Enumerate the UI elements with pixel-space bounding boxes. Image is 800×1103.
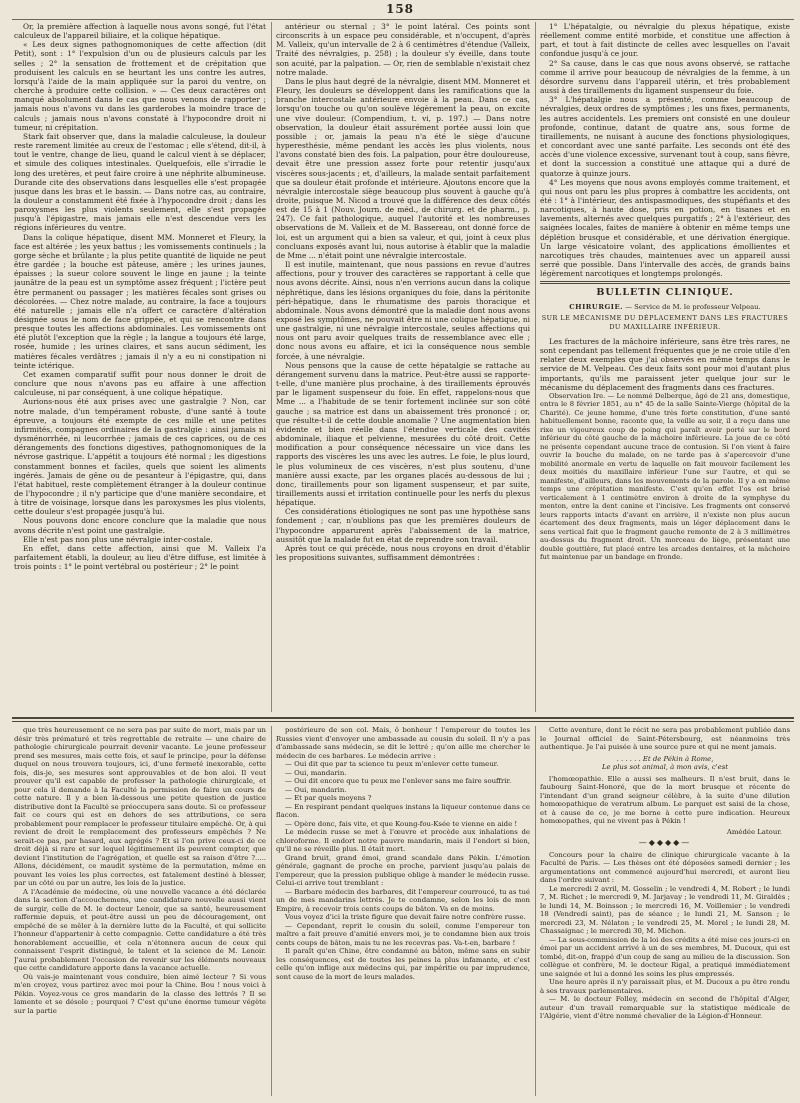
- paragraph: Il paraît qu'en Chine, être condamné au bâton, même sans en subir les conséquences, est de toutes les peines la plus infamante, et c'est celle qu'on inflige aux médecins qui, par impéritie ou par imprudence, sont cause de la mort de leurs malades.: [276, 947, 530, 981]
- dialogue-line: — Oui, mandarin.: [285, 768, 347, 777]
- paragraph: « Les deux signes pathognomoniques de cette affection (dit Petit), sont : 1° l'expulsion d'un ou de plusieurs calculs par les selles ; 2° la sensation de frottement et de crépitation que produisent les calculs en se heurtant les uns contre les autres, lorsqu'à l'aide de la main appliquée sur la paroi du ventre, on cherche à produire cette collision. » — Ces deux caractères ont manqué absolument dans le cas que nous venons de rapporter ; jamais nous n'avons vu dans les garderobes la moindre trace de calculs ; jamais nous n'avons constaté à l'hypocondre droit ni tumeur, ni crépitation.: [14, 40, 266, 132]
- paragraph: 2° Sa cause, dans le cas que nous avons observé, se rattache comme il arrive pour beaucoup de névralgies de la femme, à un désordre survenu dans l'appareil utérin, et très probablement aussi à des tiraillements du ligament suspenseur du foie.: [540, 58, 790, 96]
- bulletin-rule: [540, 281, 790, 282]
- paragraph: antérieur ou sternal ; 3° le point latéral. Ces points sont circonscrits à un espace peu considérable, et n'occupent, d'après M. Valleix, qu'un intervalle de 2 à 6 centimètres d'étendue (Valleix, Traité des névralgies, p. 258) ; la douleur s'y éveille, dans toute son acuité, par la palpation. — Or, rien de semblable n'existait chez notre malade.: [276, 22, 530, 77]
- dialogue-line: — Opère donc, fais vite, et que Koung-fou-Ksée te vienne en aide !: [285, 819, 518, 828]
- section-divider: [12, 721, 794, 722]
- paragraph: — La sous-commission de la loi des crédits a été mise ces jours-ci en émoi par un accident arrivé à un de ses membres, M. Ducoux, qui est tombé, dit-on, frappé d'un coup de sang au milieu de la discussion. Son collègue et confrère, M. le docteur Rigal, a pratiqué immédiatement une saignée et lui a donné les soins les plus empressés.: [540, 935, 790, 978]
- paragraph: Stark fait observer que, dans la maladie calculeuse, la douleur reste rarement limitée au creux de l'estomac ; elle s'étend, dit-il, à tout le ventre, change de lieu, quand le calcul vient à se déplacer, et simule des coliques intestinales. Quelquefois, elle s'irradie le long des uretères, et peut faire croire à une néphrite albumineuse. Durande cite des observations dans lesquelles elle s'est propagée jusque dans les bras et le bassin. — Dans notre cas, au contraire, la douleur a constamment été fixée à l'hypocondre droit ; dans les paroxysmes les plus violents seulement, elle s'est propagée jusqu'à l'épigastre, mais jamais elle n'est descendue vers les régions inférieures du ventre.: [14, 131, 266, 233]
- column-divider: [535, 22, 536, 712]
- paragraph: Le mercredi 2 avril, M. Gosselin ; le vendredi 4, M. Robert ; le lundi 7, M. Richet ; le mercredi 9, M. Jarjavay ; le vendredi 11, M. Giraldès ; le lundi 14, M. Boinsson ; le mercredi 16, M. Voillemier ; le vendredi 18 (Vendredi saint), pas de séance ; le lundi 21, M. Sanson ; le mercredi 23, M. Nélaton ; le vendredi 25, M. Morel ; le lundi 28, M. Chassaignac ; le mercredi 30, M. Michon.: [540, 884, 790, 935]
- paragraph: l'homœopathie. Elle a aussi ses malheurs. Il n'est bruit, dans le faubourg Saint-Honoré, que de la mort brusque et récente de l'intendant d'un grand seigneur célèbre, à la suite d'une dilution homœopathique de veratrum album. Le parquet est saisi de la chose, et à cause de ce, je me borne à cette pure indication. Heureux homœopathes, qui ne vivent pas à Pékin !: [540, 774, 790, 825]
- paragraph: Cet examen comparatif suffit pour nous donner le droit de conclure que nous n'avons pas eu affaire à une affection calculeuse, ni par conséquent, à une colique hépatique.: [14, 369, 266, 398]
- top-column-1: [14, 22, 266, 712]
- paragraph: Concours pour la chaire de clinique chirurgicale vacante à la Faculté de Paris. — Les thèses ont été déposées samedi dernier ; les argumentations ont commencé aujourd'hui mercredi, et auront lieu dans l'ordre suivant :: [540, 850, 790, 884]
- dialogue-line: — En respirant pendant quelques instans la liqueur contenue dans ce flacon.: [276, 802, 530, 819]
- bottom-column-2: [276, 726, 530, 1096]
- paragraph: Or, la première affection à laquelle nous avons songé, fut l'état calculeux de l'appareil biliaire, et la colique hépatique.: [14, 22, 266, 41]
- paragraph: Cette aventure, dont le récit ne sera pas probablement publiée dans le Journal officiel de Saint-Pétersbourg, est néanmoins très authentique. Je l'ai puisée à une source pure et qui ne ment jamais.: [540, 726, 790, 751]
- paragraph: Les fractures de la mâchoire inférieure, sans être très rares, ne sont cependant pas tellement fréquentes que je ne croie utile d'en relater deux exemples que j'ai observés en même temps dans le service de M. Velpeau. Ces deux faits sont pour moi d'autant plus importants, qu'ils me paraissent jeter quelque jour sur le mécanisme du déplacement des fragments dans ces fractures.: [540, 337, 790, 392]
- article-heading: SUR LE MÉCANISME DU DÉPLACEMENT DANS LES FRACTURES DU MAXILLAIRE INFÉRIEUR.: [541, 313, 789, 331]
- bulletin-rule: [540, 283, 790, 284]
- section-subtitle: — Service de M. le professeur Velpeau.: [625, 302, 761, 311]
- bulletin-title: BULLETIN CLINIQUE.: [596, 287, 734, 299]
- verse-line: Le plus sot animal, à mon avis, c'est: [601, 763, 729, 771]
- paragraph: — M. le docteur Folley, médecin en second de l'hôpital d'Alger, auteur d'un travail remarquable sur la statistique médicale de l'Algérie, vient d'être nommé chevalier de la Légion-d'Honneur.: [540, 995, 790, 1020]
- quoted-verse: [540, 755, 790, 772]
- paragraph: Il est inutile, maintenant, que nous passions en revue d'autres affections, pour y trouver des caractères se rapportant à celle que nous avons décrite. Ainsi, nous n'en verrions aucun dans la colique néphrétique, dans les lésions organiques du foie, dans la péritonite péri-hépatique, dans le rhumatisme des parois thoracique et abdominale. Nous avons démontré que la maladie dont nous avons exposé les symptômes, ne pouvait être ni une colique hépatique, ni une gastralgie, ni une névralgie intercostale, seules affections qui nous ont paru avoir quelques traits de ressemblance avec elle ; donc nous avons eu affaire, et ici la conséquence nous semble forcée, à une névralgie.: [276, 260, 530, 361]
- section-header: [540, 303, 790, 312]
- dialogue-line: — Oui, mandarin.: [285, 785, 347, 794]
- paragraph: Nous pouvons donc encore conclure que la maladie que nous avons décrite n'est point une gastralgie.: [14, 516, 266, 535]
- page-number: 158: [385, 2, 415, 16]
- paragraph: En effet, dans cette affection, ainsi que M. Valleix l'a parfaitement établi, la douleur, au lieu d'être diffuse, est limitée à trois points : 1° le point vertébral ou postérieur ; 2° le point: [14, 543, 266, 572]
- paragraph: Ces considérations étiologiques ne sont pas une hypothèse sans fondement ; car, n'oublions pas que les premières douleurs de l'hypocondre apparurent après l'abaissement de la matrice, aussitôt que la malade fut en état de reprendre son travail.: [276, 507, 530, 544]
- header-rule: [12, 19, 794, 20]
- paragraph: Aurions-nous été aux prises avec une gastralgie ? Non, car notre malade, d'un tempérament robuste, d'une santé à toute épreuve, a toujours été exempte de ces mille et une petites infirmités, compagnes ordinaires de la gastralgie : ainsi jamais ni dysménorrhée, ni leucorrhée ; jamais de ces caprices, ou de ces dérangements des fonctions digestives, pathognomoniques de la névrose gastrique. L'appétit a toujours été normal ; les digestions constamment bonnes et faciles, quels que soient les aliments ingérés. Jamais de gêne ou de pesanteur à l'épigastre, qui, dans l'état habituel, reste complètement étranger à la douleur continue de l'hypocondre ; il n'y participe que d'une manière secondaire, et à titre de voisinage, lorsque dans les paroxysmes les plus violents, cette douleur s'est propagée jusqu'à lui.: [14, 397, 266, 517]
- bottom-column-3: [540, 726, 790, 1096]
- paragraph: 1° L'hépatalgie, ou névralgie du plexus hépatique, existe réellement comme entité morbide, et constitue une affection à part, et tout à fait distincte de celles avec lesquelles on l'avait confondue jusqu'à ce jour.: [540, 22, 790, 59]
- dialogue-line: — Et par quels moyens ?: [285, 794, 372, 802]
- section-title: CHIRURGIE.: [569, 302, 624, 311]
- paragraph: Elle n'est pas non plus une névralgie inter-costale.: [23, 534, 213, 544]
- paragraph: que très heureusement ce ne sera pas par suite de mort, mais par un désir très prématuré et très regrettable de retraite — une chaire de pathologie chirurgicale pourrait devenir vacante. Le jeune professeur prend ses mesures, mais cette fois, et sauf le principe, pour la défense duquel on nous trouvera toujours, ici, d'une fermeté inexorable, cette fois, dis-je, ses mesures sont approuvables et de bon aloi. Il veut prouver qu'il est capable de professer la pathologie chirurgicale, et pour cela il demande à la Faculté la permission de faire un cours de cette nature. Il y a bien là-dessous une petite question de justice distributive dont la Faculté se préoccupera sans doute. Si ce professeur fait ce cours qui est en dehors de ses attributions, ce sera probablement pour remplacer le professeur titulaire empêché. Or, à qui revient de droit le remplacement des professeurs empêchés ? Ne serait-ce pas, par hasard, aux agrégés ? Et si l'on prive ceux-ci de ce droit déjà si rare et sur lequel légitimement ils peuvent compter, que devient l'institution de l'agrégation, et quelle est sa raison d'être ?..... Allons, décidément, ce maudit système de la permutation, même en pouvant les voies les plus correctes, est fatalement destiné à blesser, par un côté ou par un autre, les lois de la justice.: [14, 726, 266, 887]
- ornament-separator: —◆◆◆◆—: [638, 838, 692, 847]
- dialogue-line: — Oui dit que par ta science tu peux m'enlever cette tumeur.: [285, 760, 499, 768]
- top-column-2: [276, 22, 530, 712]
- paragraph: Le médecin russe se met à l'œuvre et procède aux inhalations de chloroforme. Il endort notre pauvre mandarin, mais il l'endort si bien, qu'il ne se réveille plus. Il était mort.: [276, 828, 530, 853]
- paragraph: Nous pensons que la cause de cette hépatalgie se rattache au dérangement survenu dans la matrice. Peut-être aussi se rapporte-t-elle, d'une manière plus prochaine, à des tiraillements éprouvés par le ligament suspenseur du foie. En effet, rappelons-nous que Mme ... a l'habitude de se tenir fortement inclinée sur son côté gauche ; sa matrice est dans un abaissement très prononcé ; or, que résulte-t-il de cette double anomalie ? Une augmentation bien évidente et bien réelle dans l'étendue verticale des cavités abdominale, iliaque et pelvienne, mesurées du côté droit. Cette modification a pour conséquence nécessaire un vice dans les rapports des viscères les uns avec les autres. Le foie, le plus lourd, le plus volumineux de ces viscères, n'est plus soutenu, d'une manière aussi exacte, par les organes placés au-dessous de lui ; donc, tiraillements pour son ligament suspenseur, et par suite, tiraillements aussi et irritation continuelle pour les nerfs du plexus hépatique.: [276, 360, 530, 508]
- paragraph: — Barbare médecin des barbares, dit l'empereur courroucé, tu as tué un de mes mandarins lettrés. Je te condamne, selon les lois de mon Empire, à recevoir trois cents coups de bâton. Va en de moins.: [276, 887, 530, 913]
- section-divider: [12, 717, 794, 719]
- top-column-3: [540, 22, 790, 712]
- paragraph: Vous voyez d'ici la triste figure que devait faire notre confrère russe.: [285, 913, 526, 921]
- paragraph: Après tout ce qui précède, nous nous croyons en droit d'établir les propositions suivantes, suffisamment démontrées :: [276, 543, 530, 563]
- paragraph: Grand bruit, grand émoi, grand scandale dans Pékin. L'émotion générale, gagnant de proche en proche, parvient jusqu'au palais de l'empereur, que la pression publique oblige à mander le médecin russe. Celui-ci arrive tout tremblant :: [276, 853, 530, 887]
- column-divider: [271, 22, 272, 712]
- paragraph: Une heure après il n'y paraissait plus, et M. Ducoux a pu être rendu à ses travaux parlementaires.: [540, 978, 790, 995]
- column-divider: [535, 726, 536, 1096]
- column-divider: [271, 726, 272, 1096]
- author-signature: Amédée Latour.: [726, 827, 782, 836]
- paragraph: — Cependant, reprit le cousin du soleil, comme l'empereur ton maître a fait preuve d'amitié envers moi, je te condamne bien aux trois cents coups de bâton, mais tu ne les recevras pas. Va-t-en, barbare !: [276, 921, 530, 947]
- dialogue-line: — Oui dit encore que tu peux me l'enlever sans me faire souffrir.: [285, 777, 512, 785]
- paragraph: A l'Académie de médecine, où une nouvelle vacance a été déclarée dans la section d'accouchemens, une candidature nouvelle aussi vient de surgir, celle de M. le docteur Lenoir, que sa santé, heureusement raffermie depuis, et peut-être aussi un peu de découragement, ont empêché de se mêler à la dernière lutte de la Faculté, et qui sollicite l'honneur d'appartenir à cette compagnie. Cette candidature a été très honorablement accueillie, et cela n'étonnera aucun de ceux qui connaissent l'esprit distingué, le talent et la science de M. Lenoir. J'aurai probablement l'occasion de revenir sur les éléments nouveaux que cette candidature apporte dans la vacance actuelle.: [14, 887, 266, 972]
- observation-paragraph: Observation Ire. — Le nommé Delberque, âgé de 21 ans, domestique, entra le 8 février 1851, au n° 45 de la salle Sainte-Vierge (hôpital de la Charité). Ce jeune homme, d'une très forte constitution, d'une santé habituellement bonne, raconte que, la veille au soir, il a reçu dans une rixe un vigoureux coup de poing qui paraît avoir porté sur le bord inférieur du côté gauche de la mâchoire inférieure. La joue de ce côté ne présente cependant aucune trace de contusion. Si l'on vient à faire ouvrir la bouche du malade, on ne tarde pas à s'apercevoir d'une mobilité anormale en vertu de laquelle on fait mouvoir facilement les deux moitiés du maxillaire inférieur l'une sur l'autre, et qui se manifeste, d'ailleurs, dans les mouvements de la parole. Il y a en même temps une crépitation manifeste. C'est qu'en effet l'os est brisé verticalement à 1 centimètre environ à droite de la symphyse du menton, entre la dent canine et l'incisive. Les fragments ont conservé leurs rapports intacts d'avant en arrière, il n'existe non plus aucun écartement des deux fragments, mais un léger déplacement dans le sens vertical fait que le fragment gauche remonte de 2 à 3 millimètres au-dessus du fragment droit. Un morceau de liège, présentant une double gouttière, fut placé entre les arcades dentaires, et la mâchoire fut maintenue par un bandage en fronde.: [540, 391, 790, 562]
- bottom-column-1: [14, 726, 266, 1096]
- paragraph: 4° Les moyens que nous avons employés comme traitement, et qui nous ont paru les plus propres à combattre les accidents, ont été : 1° à l'intérieur, des antispasmodiques, des stupéfiants et des narcotiques, à haute dose, pris en potion, en tisanes et en lavements, alternés avec quelques purgatifs ; 2° à l'extérieur, des saignées locales, faites de manière à obtenir en même temps une déplétion brusque et considérable, et une dérivation énergique. Un large vésicatoire volant, des applications émollientes et narcotiques très chaudes, maintenues avec un appareil aussi serré que possible. Dans l'intervalle des accès, de grands bains légèrement narcotiques et longtemps prolongés.: [540, 177, 790, 279]
- paragraph: Où vais-je maintenant vous conduire, bien aimé lecteur ? Si vous m'en croyez, vous partirez avec moi pour la Chine. Bou ! nous voici à Pékin. Voyez-vous ce gros mandarin de la classe des lettrés ? Il se lamente et se désole ; pourquoi ? C'est qu'une énorme tumeur végète sur la partie: [14, 972, 266, 1015]
- paragraph: Dans le plus haut degré de la névralgie, disent MM. Monneret et Fleury, les douleurs se développent dans les ramifications que la branche intercostale antérieure envoie à la peau. Dans ce cas, lorsqu'on touche ou qu'on soulève légèrement la peau, on excite une vive douleur. (Compendium, t. vi, p. 197.) — Dans notre observation, la douleur était assurément portée aussi loin que possible ; or, jamais la peau n'a été le siège d'aucune hyperesthésie, même pendant les accès les plus violents, nous l'avons constaté bien des fois. La palpation, pour être douloureuse, devait être une pression assez forte pour retentir jusqu'aux viscères sous-jacents ; et, d'ailleurs, la malade sentait parfaitement que sa douleur était profonde et intérieure. Ajoutons encore que la névralgie intercostale siège beaucoup plus souvent à gauche qu'à droite, puisque M. Nicod a trouvé que la différence des deux côtés est de 15 à 1 (Nouv. Journ. de méd., de chirurg. et de pharm., p. 247). Ce fait pathologique, auquel l'autorité et les nombreuses observations de M. Valleix et de M. Bassereau, ont donné force de loi, est un argument qui a bien sa valeur, et qui, joint à ceux plus concluans exposés avant lui, nous autorise à établir que la maladie de Mme ... n'était point une névralgie intercostale.: [276, 76, 530, 260]
- verse-line: . . . . . . Et de Pékin à Rome,: [616, 754, 714, 763]
- paragraph: 3° L'hépatalgie nous a présenté, comme beaucoup de névralgies, deux ordres de symptômes ; les uns fixes, permanents, les autres accidentels. Les premiers ont consisté en une douleur profonde, continue, datant de quatre ans, sous forme de tiraillements, ne nuisant à aucune des fonctions physiologiques, et concordant avec une santé parfaite. Les seconds ont été des accès d'une violence excessive, survenant tout à coup, sans fièvre, et dont la succession a constitué une attaque qui a duré de quatorze à quinze jours.: [540, 95, 790, 178]
- paragraph: Dans la colique hépatique, disent MM. Monneret et Fleury, la face est altérée ; les yeux battus ; les vomissements continuels ; la gorge sèche et brûlante ; la plus petite quantité de liquide ne peut être gardée ; la bouche est pâteuse, amère ; les urines jaunes, épaisses ; la sueur colore souvent le linge en jaune ; la teinte jaunâtre de la peau est un symptôme assez fréquent ; l'ictère peut être permanent ou passager ; les matières fécales sont grises ou décolorées. — Chez notre malade, au contraire, la face a toujours été naturelle ; jamais elle n'a offert ce caractère d'altération désignée sous le nom de face grippée, et qui se rencontre dans presque toutes les affections abdominales. Les vomissements ont été plutôt l'exception que la règle ; la langue a toujours été large, rosée, humide ; les urines claires, et sans aucun sédiment, les matières fécales verdâtres ; jamais il n'y a eu ni constipation ni teinte ictérique.: [14, 232, 266, 370]
- paragraph: postérieure de son col. Mais, ô bonheur ! l'empereur de toutes les Russies vient d'envoyer une ambassade au cousin du soleil. Il n'y a pas d'ambassade sans médecin, se dit le lettré ; qu'on aille me chercher le médecin de ces barbares. Le médecin arrive :: [276, 726, 530, 760]
